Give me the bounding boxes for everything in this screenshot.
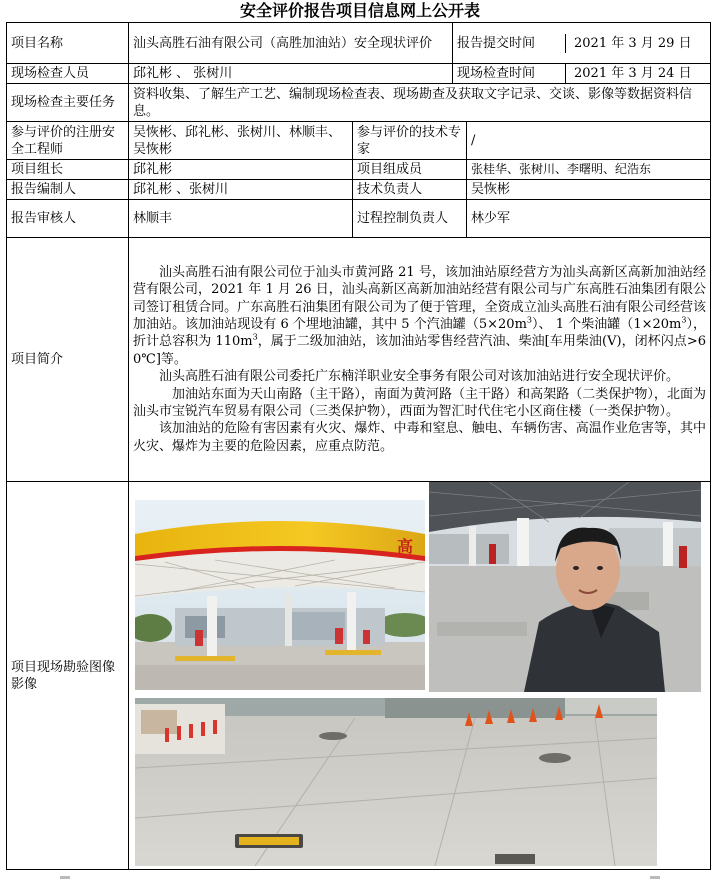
site-photo-canopy — [135, 500, 425, 690]
reviewer-value: 林顺丰 — [129, 200, 353, 238]
tasks-label: 现场检查主要任务 — [7, 84, 129, 122]
brief-paragraph-2: 汕头高胜石油有限公司委托广东楠洋职业安全事务有限公司对该加油站进行安全现状评价。 — [159, 369, 680, 385]
table-row — [7, 180, 711, 200]
submit-time-label: 报告提交时间 — [453, 34, 566, 53]
table-row — [7, 84, 711, 122]
page-footer-strip — [0, 875, 720, 880]
process-ctrl-value: 林少军 — [467, 200, 711, 238]
info-table — [6, 22, 711, 870]
site-photo-forecourt — [135, 698, 657, 866]
site-photo-inspector — [429, 482, 701, 692]
brief-paragraph-3: 加油站东面为天山南路（主干路），南面为黄河路（主干路）和高架路（二类保护物），北面为汕头市宝锐汽车贸易有限公司（三类保护物），西面为智汇时代住宅小区商住楼（一类保护物）。 — [133, 386, 707, 420]
project-name-label: 项目名称 — [7, 23, 129, 64]
table-row — [7, 238, 711, 482]
table-row — [7, 23, 711, 64]
tech-lead-value: 吴恢彬 — [467, 180, 711, 200]
experts-value: / — [467, 122, 711, 160]
brief-content — [129, 238, 711, 482]
members-label: 项目组成员 — [353, 160, 467, 180]
writer-value: 邱礼彬 、张树川 — [129, 180, 353, 200]
project-name-value: 汕头高胜石油有限公司（高胜加油站）安全现状评价 — [129, 23, 453, 64]
brief-label: 项目简介 — [7, 238, 129, 482]
experts-label: 参与评价的技术专家 — [353, 122, 467, 160]
inspector-value: 邱礼彬 、 张树川 — [129, 64, 453, 84]
engineers-value: 吴恢彬、邱礼彬、张树川、林顺丰、吴恢彬 — [129, 122, 353, 160]
table-row — [7, 160, 711, 180]
table-row — [7, 482, 711, 870]
brief-paragraph-1: 汕头高胜石油有限公司位于汕头市黄河路 21 号，该加油站原经营方为汕头高新区高新加油站经营有限公司，2021 年 1 月 26 日，汕头高新区高新加油站经营有限公司与广东高胜石油集团有限公司签订租赁合同。广东高胜石油集团有限公司为了便于管理，全资成立汕头高胜石油有限公司经营该加油站。该加油站现设有 6 个埋地油罐，其中 5 个汽油罐$(5\times 20m^3)$、 1 个柴油罐$(1\times 20m^3)$，折计总容积为 $110m^3$，属于二级加油站，该加油站零售经营汽油、柴油[车用柴油(Ⅴ)，闭杯闪点>60℃]等。 — [133, 264, 707, 367]
table-row — [7, 64, 711, 84]
photos-cell — [129, 482, 711, 870]
tech-lead-label: 技术负责人 — [353, 180, 467, 200]
inspector-label: 现场检查人员 — [7, 64, 129, 84]
members-value: 张桂华、张树川、李曙明、纪浩东 — [467, 160, 711, 180]
leader-value: 邱礼彬 — [129, 160, 353, 180]
canopy-logo-char: 高 — [397, 537, 414, 556]
engineers-label: 参与评价的注册安全工程师 — [7, 122, 129, 160]
submit-time-value: 2021 年 3 月 29 日 — [574, 35, 692, 51]
brief-paragraph-4: 该加油站的危险有害因素有火灾、爆炸、中毒和窒息、触电、车辆伤害、高温作业危害等，其中火灾、爆炸为主要的危险因素，应重点防范。 — [133, 421, 707, 454]
photos-label: 项目现场勘验图像影像 — [7, 482, 129, 870]
leader-label: 项目组长 — [7, 160, 129, 180]
inspect-time-value: 2021 年 3 月 24 日 — [574, 66, 692, 81]
process-ctrl-label: 过程控制负责人 — [353, 200, 467, 238]
page-title: 安全评价报告项目信息网上公开表 — [239, 1, 480, 20]
table-row — [7, 122, 711, 160]
inspect-time-label: 现场检查时间 — [453, 64, 566, 83]
tasks-value: 资料收集、了解生产工艺、编制现场检查表、现场勘查及获取文字记录、交谈、影像等数据资料信息。 — [129, 84, 711, 122]
table-row — [7, 200, 711, 238]
writer-label: 报告编制人 — [7, 180, 129, 200]
reviewer-label: 报告审核人 — [7, 200, 129, 238]
